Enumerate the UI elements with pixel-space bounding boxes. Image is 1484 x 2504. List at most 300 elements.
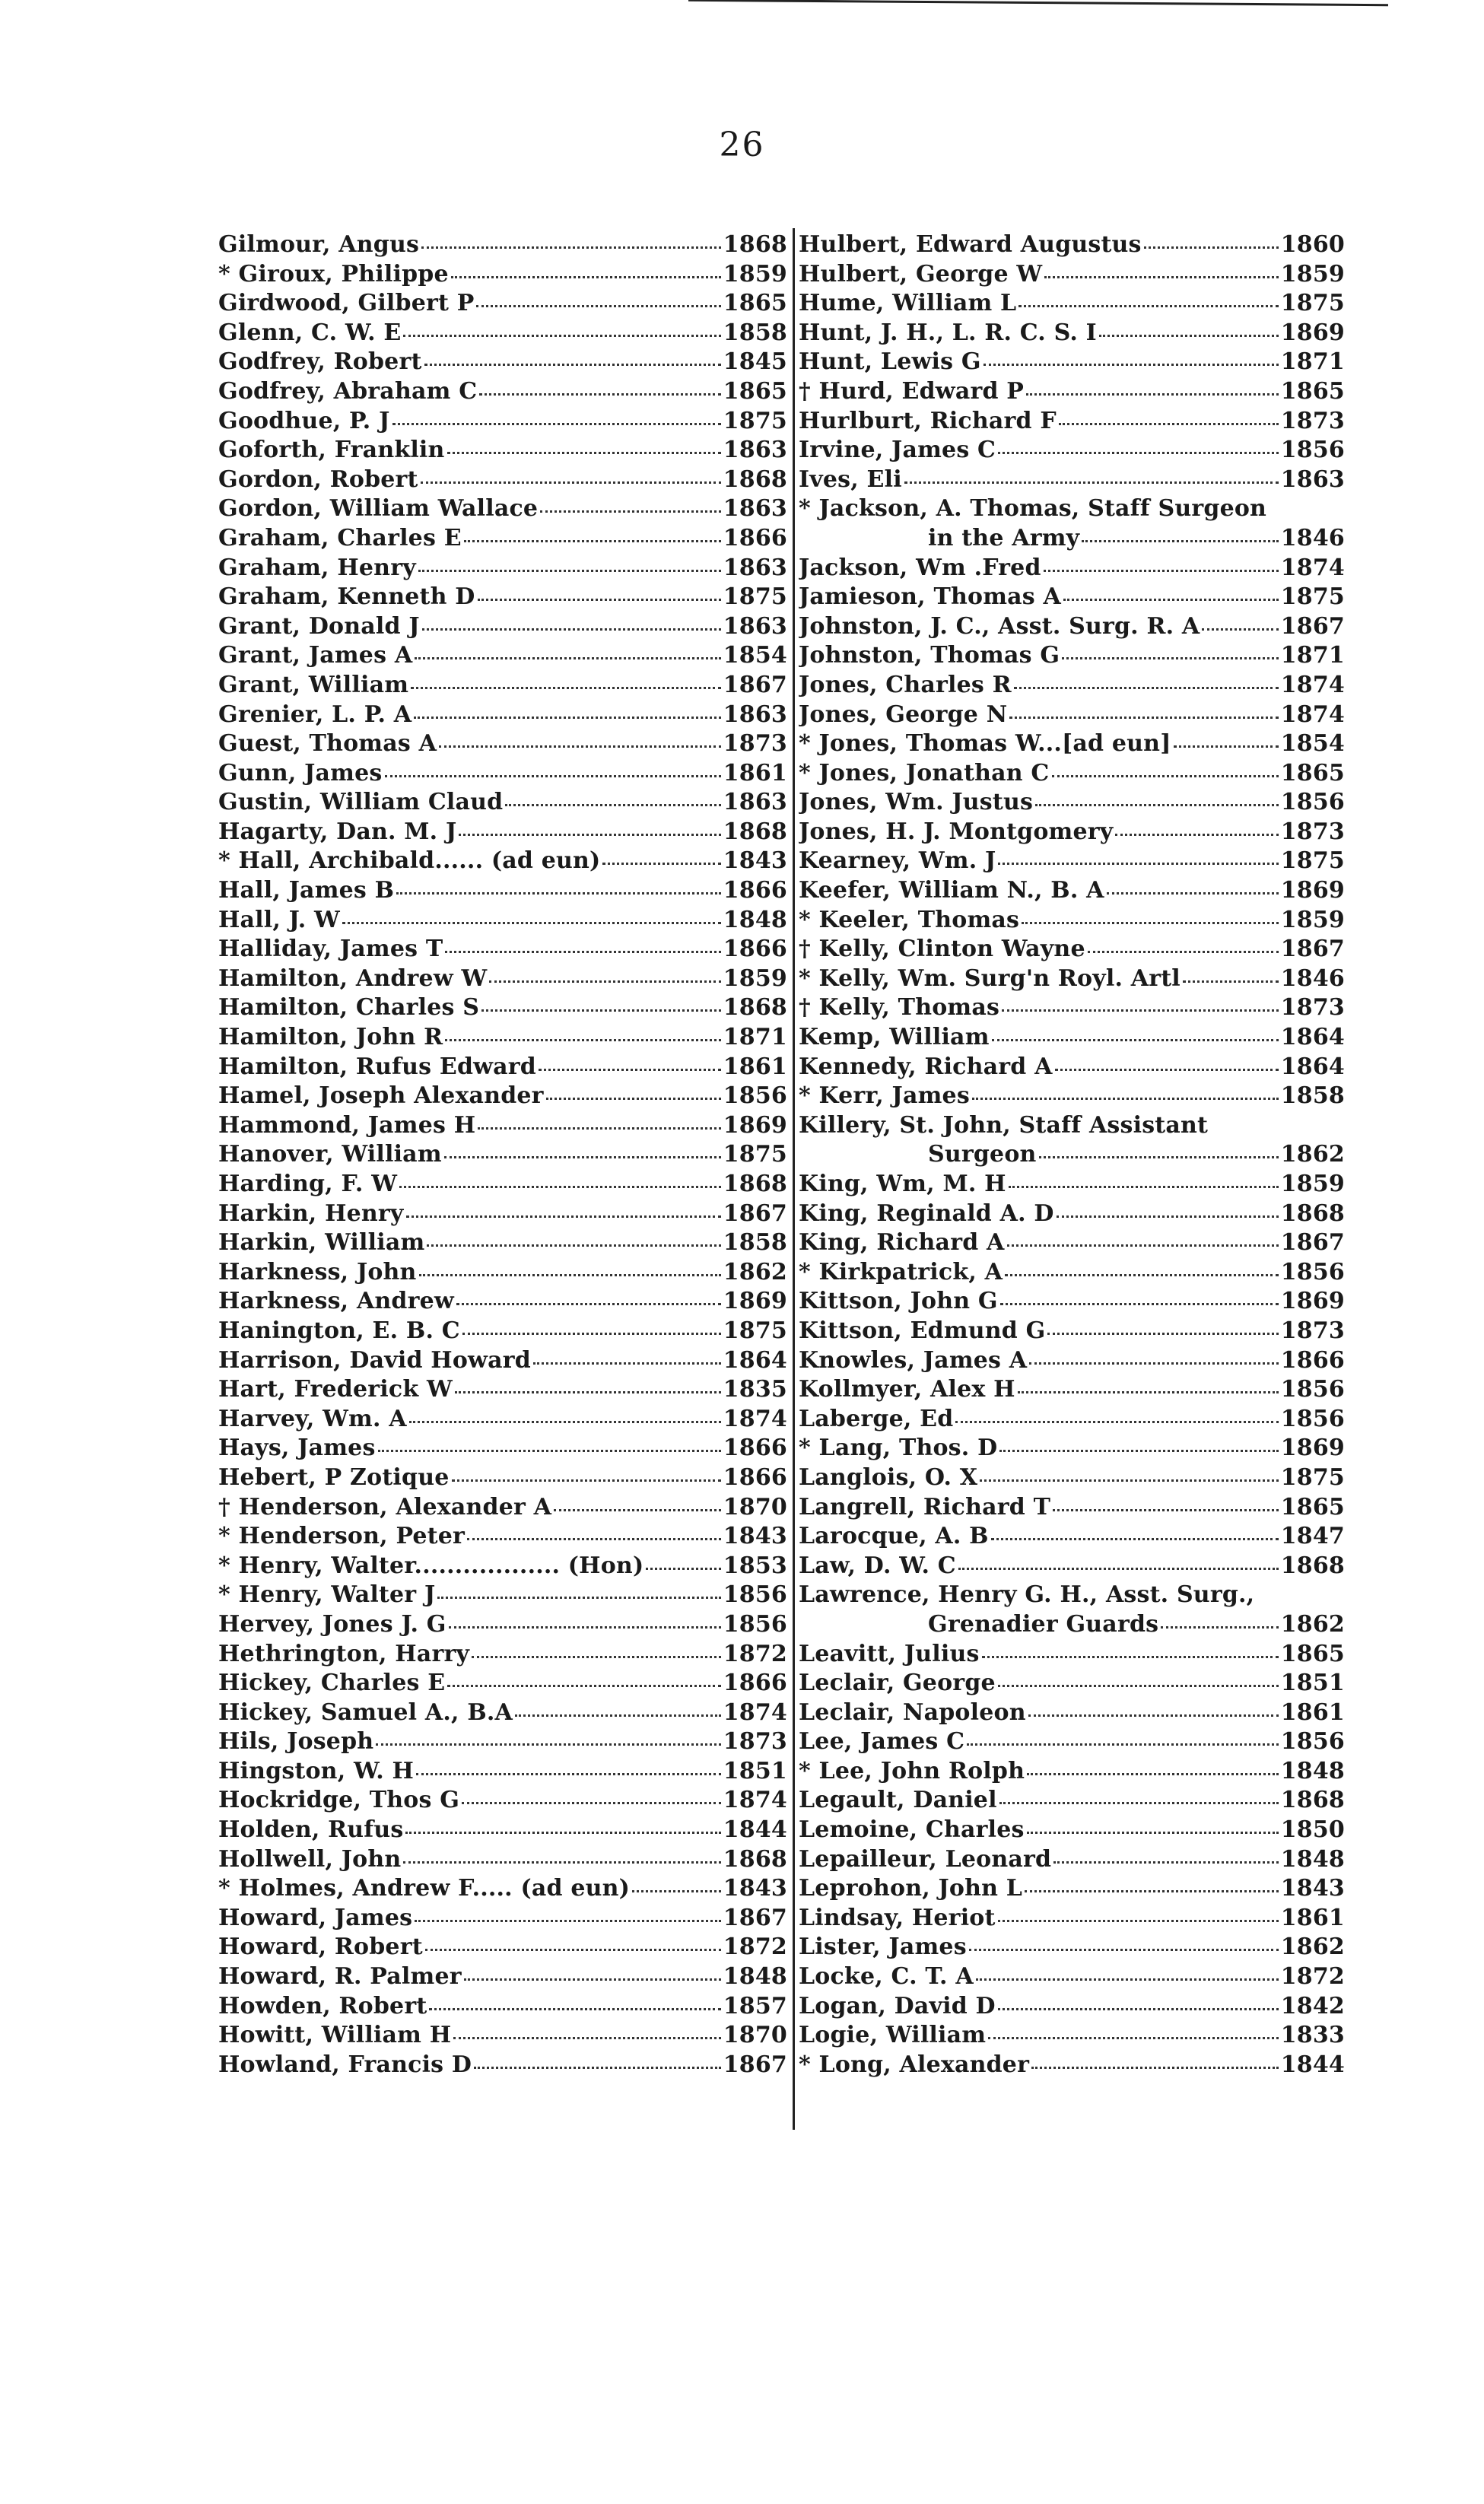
directory-entry (218, 701, 787, 730)
entry-name: Graham, Kenneth D (218, 583, 475, 611)
entry-year: 1861 (723, 759, 787, 786)
left-column (218, 230, 787, 2080)
directory-entry (218, 641, 787, 671)
entry-name: † Henderson, Alexander A (218, 1493, 552, 1521)
directory-entry (799, 876, 1345, 906)
entry-year: 1856 (723, 1610, 787, 1638)
entry-name: * Long, Alexander (799, 2051, 1030, 2078)
entry-name: Hingston, W. H (218, 1757, 415, 1784)
entry-year: 1859 (1280, 260, 1345, 288)
entry-year: 1856 (1280, 789, 1345, 816)
entry-year: 1865 (723, 290, 787, 317)
leader-dots (1115, 834, 1278, 836)
entry-year: 1853 (723, 1552, 787, 1579)
entry-year: 1848 (1280, 1757, 1345, 1784)
leader-dots (998, 452, 1279, 454)
entry-year: 1866 (723, 524, 787, 551)
directory-entry (218, 1522, 787, 1552)
entry-year: 1874 (723, 1698, 787, 1726)
entry-name: Hebert, P Zotique (218, 1463, 450, 1491)
entry-name: Gustin, William Claud (218, 789, 504, 816)
entry-name: Kennedy, Richard A (799, 1053, 1053, 1080)
entry-year: 1868 (723, 1171, 787, 1197)
leader-dots (1055, 1069, 1279, 1071)
entry-name: Jackson, Wm .Fred (799, 554, 1041, 581)
entry-name: Jones, H. J. Montgomery (799, 818, 1114, 845)
entry-year: 1865 (1280, 377, 1345, 405)
entry-name: Guest, Thomas A (218, 730, 437, 758)
top-rule (688, 0, 1388, 6)
entry-name: Gunn, James (218, 759, 383, 786)
entry-year: 1848 (723, 906, 787, 933)
entry-name: King, Richard A (799, 1229, 1005, 1257)
directory-entry (218, 1140, 787, 1170)
entry-year: 1860 (1280, 231, 1345, 258)
leader-dots (988, 2037, 1279, 2039)
entry-year: 1863 (723, 554, 787, 581)
entry-year: 1856 (1280, 1405, 1345, 1432)
directory-entry (799, 1053, 1345, 1082)
directory-entry (218, 935, 787, 964)
entry-name: * Lee, John Rolph (799, 1757, 1025, 1784)
directory-entry (799, 494, 1345, 524)
right-column (799, 230, 1345, 2080)
entry-name: Hamilton, John R (218, 1024, 443, 1051)
directory-entry (799, 1434, 1345, 1463)
directory-entry (799, 1111, 1345, 1141)
entry-name: Hockridge, Thos G (218, 1787, 460, 1814)
directory-entry (799, 1317, 1345, 1346)
directory-entry (218, 348, 787, 377)
directory-entry (218, 1786, 787, 1816)
leader-dots (409, 1421, 721, 1423)
entry-year: 1874 (1280, 554, 1345, 581)
directory-entry (799, 289, 1345, 319)
directory-entry (218, 1023, 787, 1053)
entry-name: Langlois, O. X (799, 1463, 978, 1491)
entry-year: 1858 (1280, 1082, 1345, 1110)
entry-name: Graham, Henry (218, 554, 416, 581)
entry-name: Logie, William (799, 2022, 987, 2049)
entry-name: * Jackson, A. Thomas, Staff Surgeon (799, 495, 1267, 523)
entry-name: Kollmyer, Alex H (799, 1376, 1015, 1403)
directory-entry (799, 906, 1345, 936)
entry-year: 1863 (723, 612, 787, 640)
leader-dots (453, 2037, 720, 2039)
entry-name: Hickey, Charles E (218, 1670, 446, 1697)
directory-entry (799, 729, 1345, 759)
directory-entry (799, 1463, 1345, 1493)
directory-entry (218, 818, 787, 847)
entry-name: Kittson, John G (799, 1288, 998, 1315)
entry-year: 1866 (723, 1463, 787, 1491)
entry-year: 1854 (1280, 730, 1345, 758)
entry-name: * Henry, Walter J (218, 1581, 436, 1609)
entry-year: 1867 (723, 1904, 787, 1931)
entry-name: Gordon, William Wallace (218, 495, 539, 523)
entry-name: * Hall, Archibald...... (ad eun) (218, 847, 601, 875)
entry-year: 1833 (1280, 2022, 1345, 2049)
entry-name: Hils, Joseph (218, 1728, 374, 1756)
entry-year: 1872 (723, 1934, 787, 1961)
directory-entry (799, 935, 1345, 964)
directory-entry (799, 1757, 1345, 1787)
entry-year: 1835 (723, 1376, 787, 1403)
leader-dots (406, 1215, 721, 1218)
page-number: 26 (719, 126, 765, 164)
entry-year: 1868 (723, 1845, 787, 1873)
entry-year: 1865 (723, 377, 787, 405)
entry-name: Lindsay, Heriot (799, 1904, 996, 1931)
entry-name: Killery, St. John, Staff Assistant (799, 1111, 1209, 1139)
entry-name: Johnston, J. C., Asst. Surg. R. A (799, 612, 1200, 640)
directory-entry (799, 1200, 1345, 1229)
entry-year: 1848 (1280, 1845, 1345, 1873)
entry-year: 1859 (723, 964, 787, 992)
leader-dots (1057, 1215, 1279, 1218)
entry-year: 1856 (1280, 1376, 1345, 1403)
directory-entry (799, 466, 1345, 495)
directory-entry (218, 1317, 787, 1346)
leader-dots (1161, 1626, 1278, 1629)
entry-name: Grenier, L. P. A (218, 701, 412, 728)
entry-name: Godfrey, Robert (218, 348, 422, 376)
directory-entry (218, 1493, 787, 1523)
entry-year: 1861 (1280, 1698, 1345, 1726)
entry-name: Harding, F. W (218, 1171, 398, 1197)
directory-entry (799, 818, 1345, 847)
directory-entry (218, 319, 787, 348)
directory-entry (218, 1933, 787, 1962)
entry-name: Kemp, William (799, 1024, 990, 1051)
entry-name: Hervey, Jones J. G (218, 1610, 446, 1638)
entry-name: † Kelly, Thomas (799, 994, 1000, 1022)
entry-name: Godfrey, Abraham C (218, 377, 478, 405)
entry-name: * Jones, Jonathan C (799, 759, 1050, 786)
leader-dots (416, 1773, 721, 1775)
leader-dots (392, 423, 721, 425)
leader-dots (602, 863, 720, 865)
directory-entry (799, 348, 1345, 377)
leader-dots (478, 1127, 720, 1130)
directory-entry (218, 583, 787, 612)
directory-entry (218, 377, 787, 407)
leader-dots (403, 335, 720, 337)
entry-year: 1844 (1280, 2051, 1345, 2078)
entry-name: * Kirkpatrick, A (799, 1258, 1003, 1285)
leader-dots (452, 1479, 721, 1482)
entry-name: Hart, Frederick W (218, 1376, 453, 1403)
entry-name: Hurlburt, Richard F (799, 407, 1057, 434)
entry-name: in the Army (928, 524, 1080, 551)
leader-dots (1002, 1009, 1279, 1012)
leader-dots (984, 364, 1279, 366)
leader-dots (467, 1538, 721, 1540)
directory-entry (218, 876, 787, 906)
leader-dots (1082, 540, 1278, 542)
entry-year: 1868 (723, 231, 787, 258)
directory-entry (218, 1375, 787, 1405)
directory-entry (799, 847, 1345, 876)
entry-name: Jones, Wm. Justus (799, 789, 1034, 816)
leader-dots (972, 1098, 1279, 1100)
directory-entry (218, 1874, 787, 1904)
entry-name: Logan, David D (799, 1992, 996, 2019)
entry-year: 1863 (723, 495, 787, 523)
entry-name: Grant, William (218, 671, 409, 698)
entry-year: 1875 (1280, 583, 1345, 611)
entry-year: 1875 (1280, 847, 1345, 875)
entry-year: 1859 (1280, 1171, 1345, 1197)
entry-name: Harkness, Andrew (218, 1288, 454, 1315)
entry-name: Law, D. W. C (799, 1552, 956, 1579)
entry-year: 1862 (1280, 1141, 1345, 1168)
leader-dots (1029, 1362, 1278, 1365)
entry-name: Hollwell, John (218, 1845, 402, 1873)
directory-entry (799, 2021, 1345, 2051)
entry-name: * Kelly, Wm. Surg'n Royl. Artl (799, 964, 1181, 992)
directory-entry (799, 1375, 1345, 1405)
leader-dots (376, 1743, 720, 1746)
entry-name: Legault, Daniel (799, 1787, 997, 1814)
leader-dots (459, 834, 720, 836)
entry-name: King, Wm, M. H (799, 1171, 1006, 1197)
directory-entry (799, 1581, 1345, 1610)
entry-year: 1857 (723, 1992, 787, 2019)
directory-entry (218, 1816, 787, 1845)
leader-dots (1063, 599, 1279, 601)
directory-entry (218, 671, 787, 701)
entry-year: 1863 (723, 789, 787, 816)
entry-year: 1869 (1280, 1288, 1345, 1315)
leader-dots (632, 1890, 721, 1892)
leader-dots (418, 570, 721, 572)
entry-name: Hammond, James H (218, 1111, 476, 1139)
entry-year: 1871 (1280, 642, 1345, 669)
entry-name: * Giroux, Philippe (218, 260, 449, 288)
entry-name: Hume, William L (799, 290, 1017, 317)
entry-name: Leclair, George (799, 1670, 996, 1697)
entry-name: Harrison, David Howard (218, 1346, 531, 1374)
directory-entry (218, 1082, 787, 1111)
entry-name: * Henderson, Peter (218, 1523, 466, 1550)
entry-name: Hunt, Lewis G (799, 348, 981, 376)
entry-year: 1868 (723, 994, 787, 1022)
directory-entry (218, 466, 787, 495)
directory-entry (218, 524, 787, 554)
entry-year: 1866 (723, 877, 787, 904)
leader-dots (1025, 1890, 1279, 1892)
entry-year: 1863 (723, 701, 787, 728)
directory-entry (799, 1170, 1345, 1200)
leader-dots (456, 1303, 721, 1305)
leader-dots (385, 775, 721, 777)
entry-year: 1866 (723, 1670, 787, 1697)
directory-entry (799, 377, 1345, 407)
entry-year: 1868 (1280, 1200, 1345, 1227)
entry-name: Gilmour, Angus (218, 231, 420, 258)
directory-entry (799, 1140, 1345, 1170)
leader-dots (464, 1978, 721, 1981)
directory-entry (218, 1698, 787, 1728)
entry-year: 1867 (723, 1200, 787, 1227)
directory-entry (799, 1228, 1345, 1258)
leader-dots (554, 1509, 721, 1511)
entry-year: 1859 (723, 260, 787, 288)
entry-year: 1870 (723, 2022, 787, 2049)
directory-entry (218, 436, 787, 466)
leader-dots (1035, 804, 1279, 806)
directory-entry (799, 1405, 1345, 1435)
entry-name: Locke, C. T. A (799, 1963, 974, 1991)
leader-dots (396, 892, 720, 895)
directory-entry (799, 1845, 1345, 1875)
directory-entry (799, 407, 1345, 437)
entry-name: Leavitt, Julius (799, 1640, 980, 1667)
directory-entry (799, 1287, 1345, 1317)
entry-year: 1862 (1280, 1934, 1345, 1961)
entry-year: 1850 (1280, 1816, 1345, 1844)
directory-entry (218, 1463, 787, 1493)
entry-year: 1875 (1280, 290, 1345, 317)
directory-entry (218, 1434, 787, 1463)
directory-entry (218, 1111, 787, 1141)
entry-name: Keefer, William N., B. A (799, 877, 1104, 904)
entry-name: Howard, Robert (218, 1934, 423, 1961)
entry-name: Graham, Charles E (218, 524, 462, 551)
leader-dots (439, 745, 721, 748)
leader-dots (415, 1920, 720, 1922)
entry-year: 1862 (1280, 1610, 1345, 1638)
entry-name: Hagarty, Dan. M. J (218, 818, 457, 845)
leader-dots (1005, 1274, 1279, 1276)
entry-year: 1851 (723, 1757, 787, 1784)
directory-entry (218, 407, 787, 437)
directory-entry (218, 964, 787, 994)
leader-dots (411, 687, 721, 689)
entry-year: 1862 (723, 1258, 787, 1285)
leader-dots (405, 1832, 720, 1834)
directory-entry (799, 260, 1345, 290)
entry-name: Howland, Francis D (218, 2051, 472, 2078)
entry-year: 1865 (1280, 1640, 1345, 1667)
entry-name: Hulbert, George W (799, 260, 1043, 288)
entry-year: 1871 (1280, 348, 1345, 376)
entry-name: Lepailleur, Leonard (799, 1845, 1052, 1873)
entry-year: 1868 (1280, 1552, 1345, 1579)
leader-dots (1026, 393, 1279, 396)
directory-entry (218, 1727, 787, 1757)
leader-dots (991, 1538, 1279, 1540)
entry-year: 1867 (1280, 1229, 1345, 1257)
directory-entry (218, 1845, 787, 1875)
entry-year: 1873 (1280, 1317, 1345, 1344)
entry-year: 1868 (723, 466, 787, 493)
leader-dots (1009, 1186, 1279, 1188)
directory-entry (799, 1258, 1345, 1288)
entry-year: 1873 (723, 730, 787, 758)
entry-year: 1869 (723, 1288, 787, 1315)
leader-dots (1052, 775, 1279, 777)
entry-name: Goodhue, P. J (218, 407, 390, 434)
entry-year: 1875 (723, 1317, 787, 1344)
leader-dots (646, 1568, 720, 1570)
leader-dots (976, 1978, 1279, 1981)
leader-dots (1031, 2067, 1279, 2069)
leader-dots (1009, 717, 1278, 719)
directory-entry (799, 1698, 1345, 1728)
entry-name: Goforth, Franklin (218, 437, 445, 464)
entry-year: 1861 (723, 1053, 787, 1080)
entry-year: 1874 (1280, 671, 1345, 698)
leader-dots (1007, 1244, 1279, 1247)
entry-name: Halliday, James T (218, 936, 443, 963)
directory-entry (799, 1727, 1345, 1757)
directory-entry (218, 1640, 787, 1670)
directory-entry (799, 993, 1345, 1023)
directory-entry (218, 612, 787, 642)
entry-name: Jones, Charles R (799, 671, 1012, 698)
leader-dots (447, 452, 721, 454)
entry-name: Kittson, Edmund G (799, 1317, 1046, 1344)
entry-year: 1869 (723, 1111, 787, 1139)
leader-dots (447, 1685, 720, 1687)
leader-dots (546, 1098, 721, 1100)
leader-dots (998, 2008, 1279, 2010)
directory-entry (799, 1640, 1345, 1670)
entry-name: Hanover, William (218, 1141, 442, 1168)
entry-year: 1847 (1280, 1523, 1345, 1550)
entry-name: * Lang, Thos. D (799, 1435, 998, 1462)
entry-name: Kearney, Wm. J (799, 847, 996, 875)
entry-name: Jones, George N (799, 701, 1008, 728)
entry-name: Howard, R. Palmer (218, 1963, 462, 1991)
entry-name: Lawrence, Henry G. H., Asst. Surg., (799, 1581, 1255, 1609)
directory-entry (799, 1904, 1345, 1934)
leader-dots (449, 1626, 721, 1629)
entry-name: Hays, James (218, 1435, 376, 1462)
entry-name: Hall, J. W (218, 906, 340, 933)
leader-dots (505, 804, 720, 806)
leader-dots (1044, 570, 1279, 572)
entry-year: 1867 (1280, 936, 1345, 963)
leader-dots (533, 1362, 721, 1365)
leader-dots (474, 2067, 721, 2069)
entry-name: Lee, James C (799, 1728, 965, 1756)
entry-year: 1875 (1280, 1463, 1345, 1491)
entry-year: 1865 (1280, 759, 1345, 786)
entry-name: Hamilton, Andrew W (218, 964, 488, 992)
entry-name: Glenn, C. W. E (218, 319, 402, 346)
directory-entry (218, 1552, 787, 1581)
leader-dots (955, 1421, 1278, 1423)
directory-entry (218, 1228, 787, 1258)
leader-dots (1027, 1832, 1279, 1834)
leader-dots (1022, 922, 1279, 924)
entry-name: Knowles, James A (799, 1346, 1028, 1374)
directory-entry (799, 436, 1345, 466)
entry-year: 1872 (723, 1640, 787, 1667)
directory-entry (218, 759, 787, 789)
leader-dots (1062, 657, 1279, 659)
directory-entry (218, 1992, 787, 2022)
directory-entry (799, 671, 1345, 701)
entry-name: * Kerr, James (799, 1082, 970, 1110)
entry-year: 1869 (1280, 319, 1345, 346)
leader-dots (462, 1802, 721, 1804)
leader-dots (462, 1333, 721, 1335)
directory-entry (218, 1962, 787, 1992)
